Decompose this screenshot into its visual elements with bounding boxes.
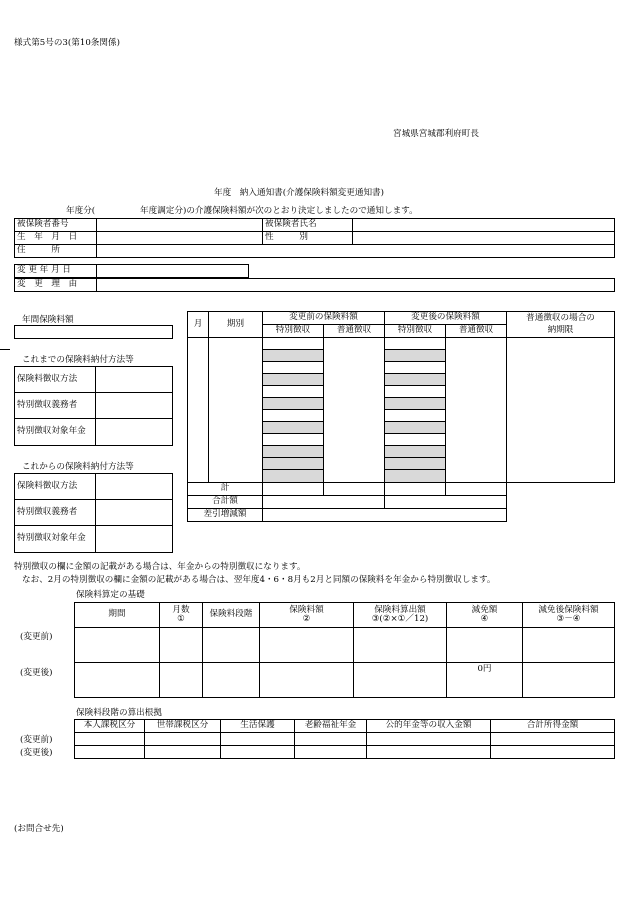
calc-section-title: 保険料算定の基礎 — [76, 590, 145, 600]
calc-period-header: 期間 — [75, 603, 160, 628]
past-obligor-label: 特別徴収義務者 — [15, 393, 96, 419]
change-date-label: 変 更 年 月 日 — [15, 265, 97, 278]
due-header-line1: 普通徴収の場合の — [507, 312, 615, 325]
past-payment-table — [14, 366, 173, 446]
basis-header-personal-tax: 本人課税区分 — [75, 720, 145, 733]
calc-reduction-header: 減免額 ④ — [447, 603, 523, 628]
reduction-after-value: 0円 — [447, 663, 523, 698]
insured-number-value — [97, 219, 263, 232]
future-pension-label: 特別徴収対象年金 — [15, 526, 96, 553]
change-reason-table — [14, 278, 615, 292]
future-method-label: 保険料徴収方法 — [15, 474, 96, 500]
due-header-line2: 納期限 — [507, 325, 615, 338]
note-line-1: 特別徴収の欄に金額の記載がある場合は、年金からの特別徴収になります。 — [14, 562, 306, 572]
total-label: 計 — [188, 483, 263, 496]
calc-row-after-label: (変更後) — [20, 668, 53, 678]
calc-row-before-label: (変更前) — [20, 632, 53, 642]
insured-info-table — [14, 218, 615, 258]
basis-row-before-label: (変更前) — [20, 735, 53, 745]
calc-premium-header: 保険料額 ② — [260, 603, 354, 628]
basis-header-household-tax: 世帯課税区分 — [145, 720, 221, 733]
annual-premium-box — [14, 325, 173, 339]
payment-schedule-table — [187, 311, 615, 522]
change-reason-value — [97, 279, 615, 292]
sex-value — [353, 232, 615, 245]
calc-stage-header: 保険料段階 — [203, 603, 260, 628]
sex-label: 性 別 — [263, 232, 353, 245]
basis-header-old-age-pension: 老齢福祉年金 — [295, 720, 367, 733]
after-header: 変更後の保険料額 — [385, 312, 507, 325]
issuer: 宮城県宮城郡利府町長 — [393, 129, 479, 139]
past-method-label: 保険料徴収方法 — [15, 367, 96, 393]
contact-label: (お問合せ先) — [14, 824, 64, 834]
insured-name-value — [353, 219, 615, 232]
birthdate-value — [97, 232, 263, 245]
address-label: 住 所 — [15, 245, 97, 258]
before-normal-header: 普通徴収 — [324, 325, 385, 338]
stage-basis-table — [74, 719, 615, 759]
note-line-2: なお、2月の特別徴収の欄に金額の記載がある場合は、翌年度4・6・8月も2月と同額の保険料を年金から特別徴収します。 — [22, 575, 496, 585]
future-obligor-label: 特別徴収義務者 — [15, 500, 96, 526]
after-normal-header: 普通徴収 — [446, 325, 507, 338]
change-date-value — [97, 265, 249, 278]
future-payment-table — [14, 473, 173, 553]
calc-after-reduction-header: 減免後保険料額 ③－④ — [523, 603, 615, 628]
month-header: 月 — [188, 312, 209, 338]
past-payment-section-title: これまでの保険料納付方法等 — [22, 355, 134, 365]
change-reason-label: 変 更 理 由 — [15, 279, 97, 292]
calc-basis-table — [74, 602, 615, 698]
before-special-header: 特別徴収 — [263, 325, 324, 338]
grand-total-label: 合計額 — [188, 496, 263, 509]
birthdate-label: 生 年 月 日 — [15, 232, 97, 245]
doc-title: 年度 納入通知書(介護保険料額変更通知書) — [214, 188, 384, 198]
basis-header-total-income: 合計所得金額 — [491, 720, 615, 733]
period-header: 期別 — [209, 312, 263, 338]
address-value — [97, 245, 615, 258]
after-special-header: 特別徴収 — [385, 325, 446, 338]
past-pension-label: 特別徴収対象年金 — [15, 419, 96, 446]
before-header: 変更前の保険料額 — [263, 312, 385, 325]
calc-months-header: 月数 ① — [160, 603, 203, 628]
basis-header-welfare: 生活保護 — [221, 720, 295, 733]
insured-number-label: 被保険者番号 — [15, 219, 97, 232]
annual-premium-label: 年間保険料額 — [22, 315, 74, 325]
insured-name-label: 被保険者氏名 — [263, 219, 353, 232]
fold-mark — [0, 349, 10, 350]
calc-amount-header: 保険料算出額 ③(②×①／12) — [354, 603, 447, 628]
basis-row-after-label: (変更後) — [20, 748, 53, 758]
basis-section-title: 保険料段階の算出根拠 — [76, 708, 162, 718]
future-payment-section-title: これからの保険料納付方法等 — [22, 462, 134, 472]
intro-nendo: 年度分( — [66, 206, 96, 216]
form-number: 様式第5号の3(第10条関係) — [14, 38, 120, 48]
difference-label: 差引増減額 — [188, 509, 263, 522]
intro-text: 年度調定分)の介護保険料額が次のとおり決定しましたので通知します。 — [140, 206, 418, 216]
basis-header-public-pension-income: 公的年金等の収入金額 — [367, 720, 491, 733]
change-date-table — [14, 264, 249, 278]
